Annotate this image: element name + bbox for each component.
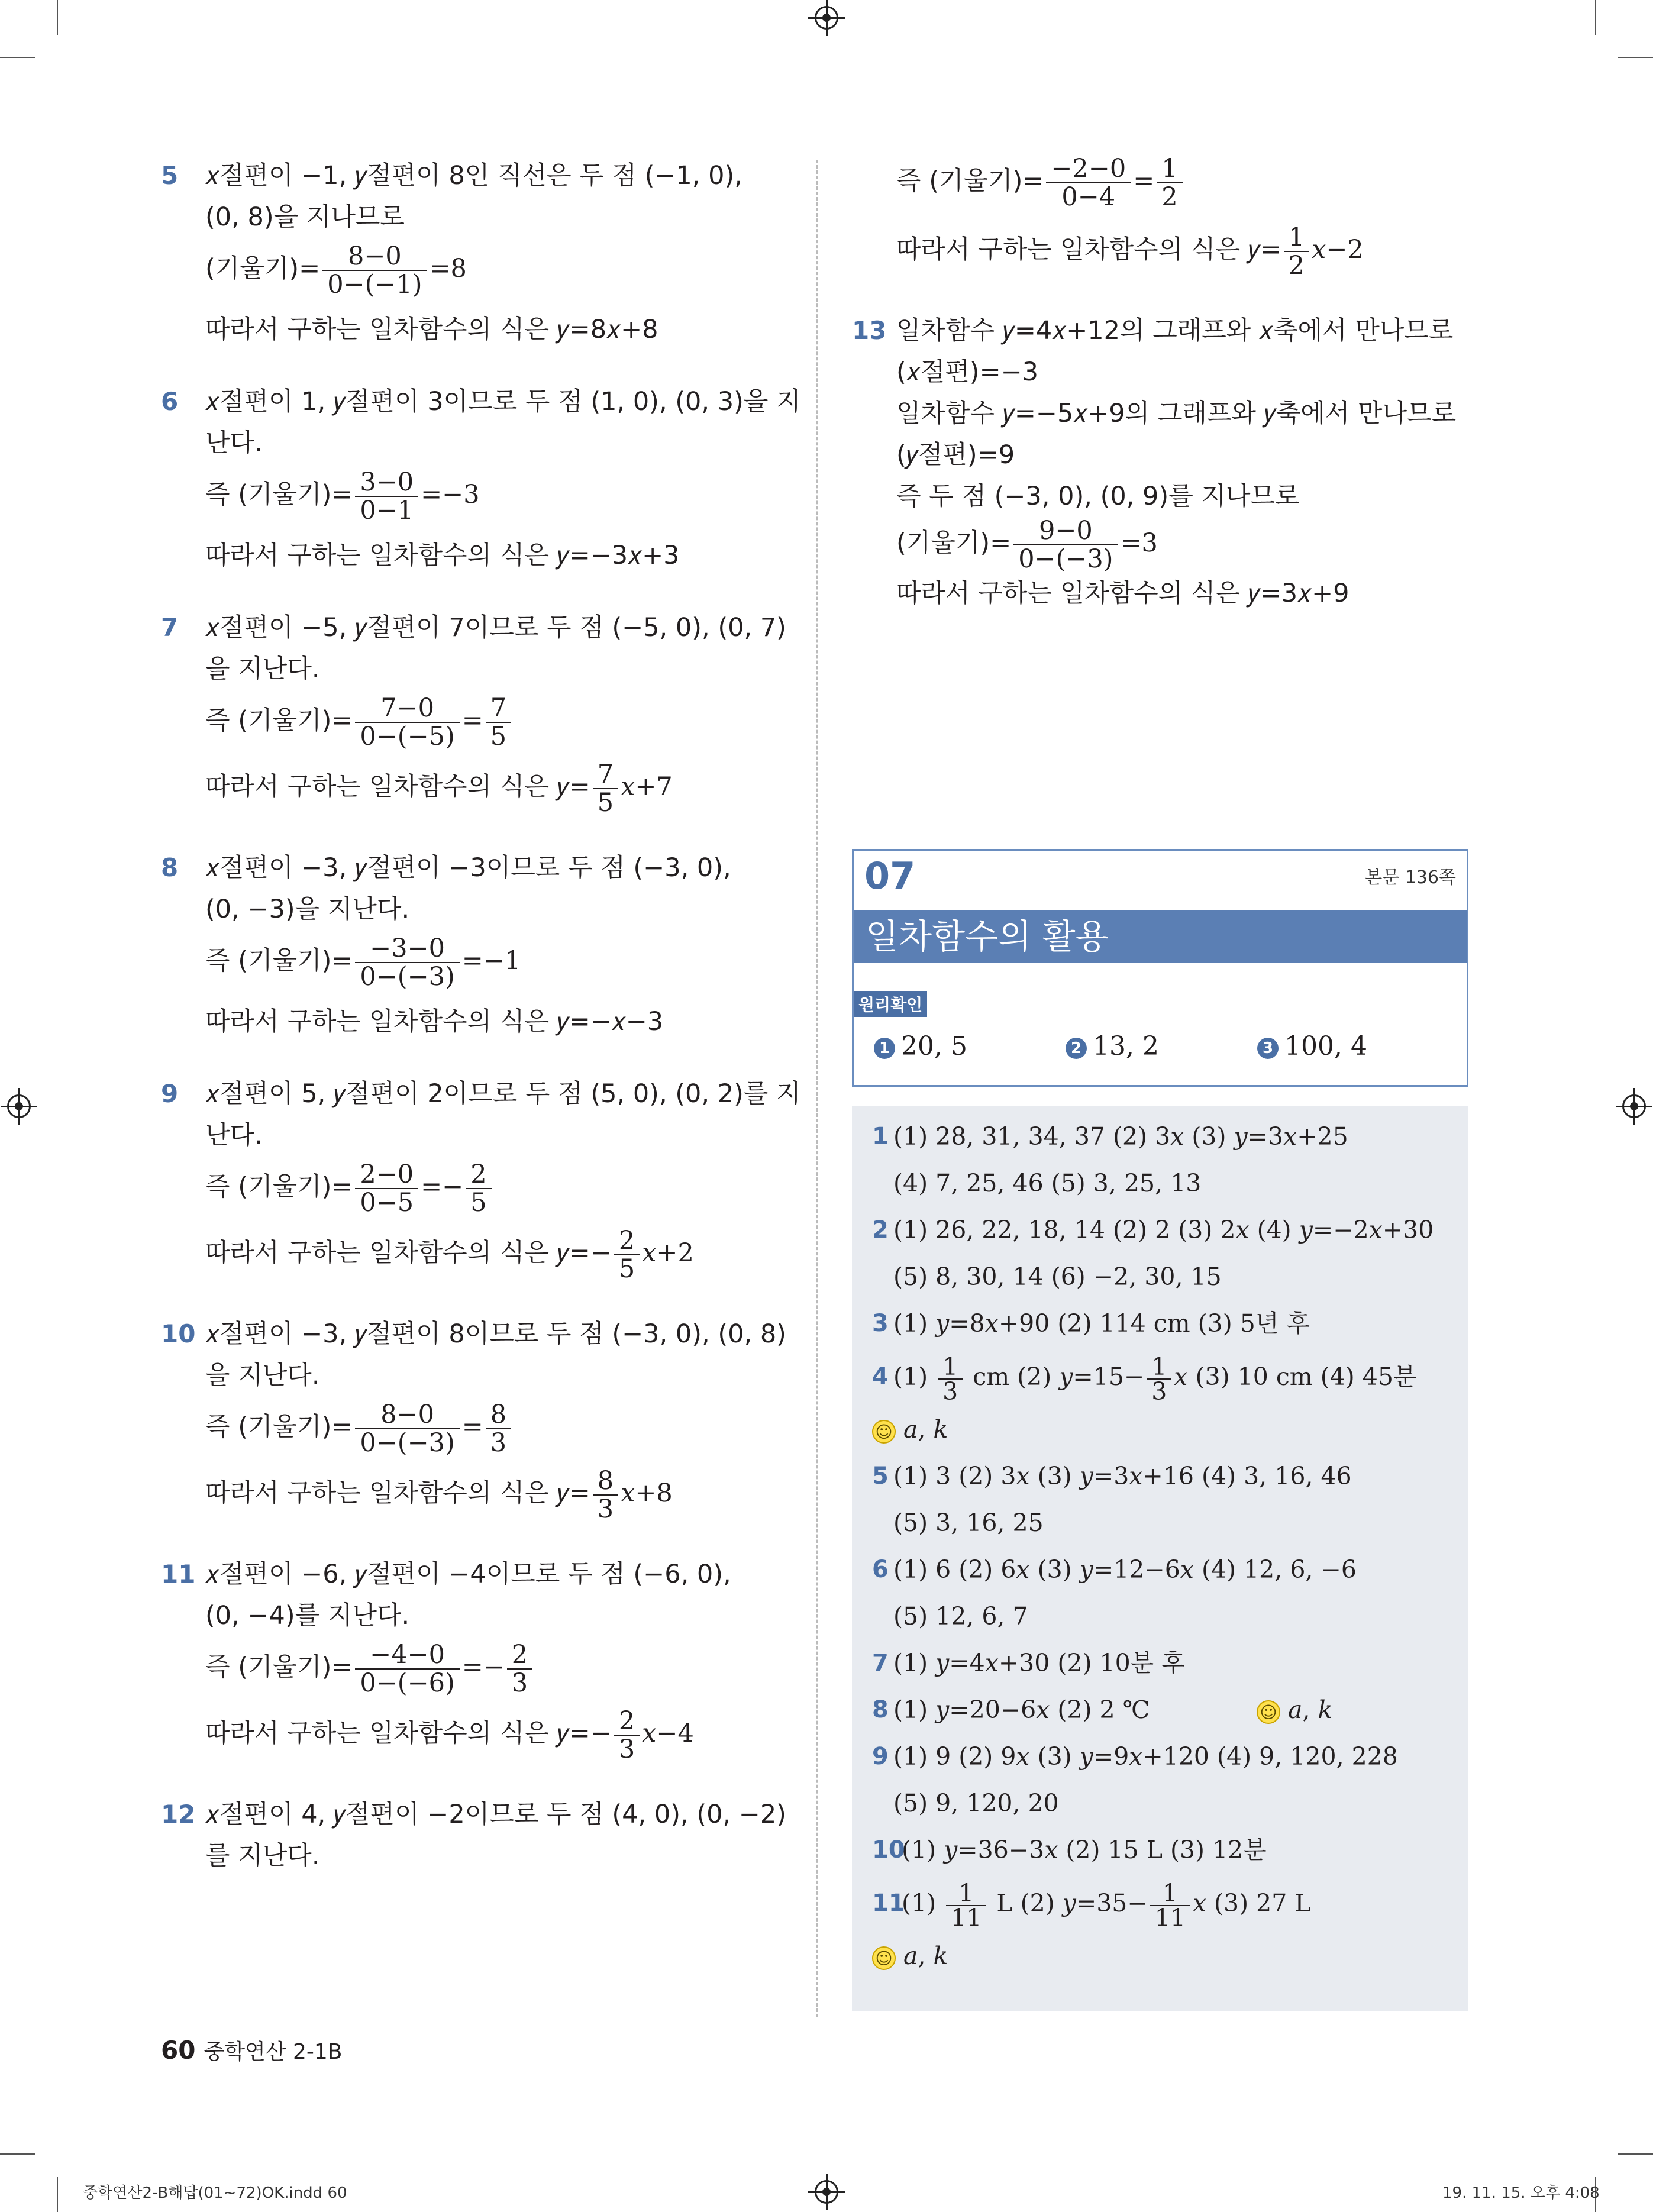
left-column	[161, 155, 801, 1907]
slope-line	[205, 469, 788, 524]
fraction	[1150, 1878, 1190, 1932]
answer-number: 9	[872, 1743, 889, 1770]
numerator: 1	[1150, 1881, 1190, 1906]
slope-label: (기울기)=	[205, 254, 321, 283]
slope-label: (기울기)=	[896, 528, 1012, 558]
solution-item	[161, 155, 788, 350]
concept-check-2	[1066, 1031, 1159, 1061]
answer-number: 5	[872, 1462, 889, 1490]
answer-text: (1) 𝑦=8𝑥+90 (2) 114 cm (3) 5년 후	[893, 1309, 1310, 1338]
numerator: 2	[507, 1641, 532, 1670]
fraction	[1284, 224, 1309, 279]
answer-row	[872, 1254, 1468, 1300]
denominator: 3	[942, 1377, 958, 1406]
slope-label: 즉 (기울기)=	[205, 1172, 353, 1202]
slope-line	[205, 695, 788, 750]
numerator: 3−0	[355, 469, 418, 497]
fraction	[355, 1161, 418, 1216]
fraction	[322, 243, 427, 298]
solution-item	[161, 607, 788, 816]
conclusion-line	[205, 761, 788, 816]
slope-label: 즉 (기울기)=	[205, 946, 353, 976]
equals: =−3	[421, 480, 480, 509]
denominator: 0−(−5)	[360, 722, 455, 751]
solution-item	[161, 1554, 788, 1763]
numerator: 2	[614, 1227, 640, 1255]
smiley-icon: ☺	[1257, 1700, 1280, 1724]
solution-line: 𝑥절편이 −3, 𝑦절편이 −3이므로 두 점 (−3, 0),	[205, 853, 731, 883]
problem-number: 5	[161, 161, 179, 190]
solution-line: (𝑥절편)=−3	[896, 357, 1038, 387]
print-slug-date: 19. 11. 15. 오후 4:08	[1442, 2184, 1600, 2202]
answer-number: 10	[872, 1836, 905, 1864]
equals: =−	[421, 1172, 464, 1202]
answer-text: (5) 9, 120, 20	[893, 1789, 1059, 1817]
answer-row	[872, 1593, 1468, 1640]
conclusion-text: 따라서 구하는 일차함수의 식은 𝑦=−3𝑥+3	[205, 541, 680, 570]
answer-number: 6	[872, 1556, 889, 1583]
solution-line: (0, 8)을 지나므로	[205, 202, 405, 232]
expression: 𝑥−2	[1312, 235, 1364, 264]
slope-line	[896, 155, 1479, 211]
section-header-box	[852, 849, 1468, 1087]
answer-text: L (2) 𝑦=35−	[989, 1889, 1148, 1917]
answer-text: (1) 𝑦=4𝑥+30 (2) 10분 후	[893, 1649, 1185, 1677]
equals: =	[1133, 166, 1155, 196]
crop-mark	[57, 2177, 58, 2212]
solution-line: 난다.	[205, 428, 263, 458]
fraction	[355, 935, 459, 990]
solution-item	[161, 1073, 801, 1284]
answer-text: (4) 7, 25, 46 (5) 3, 25, 13	[893, 1169, 1202, 1197]
answer-row	[872, 1933, 1468, 1980]
slope-line	[205, 935, 788, 990]
numerator: 1	[1147, 1355, 1171, 1380]
answer-row	[872, 1207, 1468, 1254]
solution-line: 일차함수 𝑦=4𝑥+12의 그래프와 𝑥축에서 만나므로	[896, 316, 1454, 345]
numerator: 8−0	[322, 243, 427, 271]
problem-number: 11	[161, 1559, 196, 1588]
concept-check-3	[1257, 1031, 1367, 1061]
solution-line: 난다.	[205, 1120, 263, 1150]
solution-item	[161, 381, 801, 576]
column-divider	[816, 160, 818, 2017]
denominator: 0−(−3)	[1018, 544, 1113, 574]
fraction	[355, 469, 418, 524]
solution-line: (𝑦절편)=9	[896, 440, 1015, 470]
numerator: 2−0	[355, 1161, 418, 1189]
solution-item	[161, 847, 788, 1042]
conclusion-text: 따라서 구하는 일차함수의 식은 𝑦=	[896, 235, 1281, 264]
solution-12-continued	[852, 155, 1479, 279]
numerator: 9−0	[1013, 517, 1118, 545]
slope-label: 즉 (기울기)=	[205, 1652, 353, 1682]
fraction	[1046, 155, 1131, 211]
fraction	[1147, 1352, 1171, 1406]
numerator: 7−0	[355, 695, 459, 723]
solution-line: (0, −3)을 지난다.	[205, 895, 410, 924]
equals: =3	[1120, 528, 1158, 558]
fraction	[1157, 155, 1182, 211]
answer-text: (1) 𝑦=36−3𝑥 (2) 15 L (3) 12분	[902, 1836, 1267, 1864]
solution-line: 𝑥절편이 5, 𝑦절편이 2이므로 두 점 (5, 0), (0, 2)를 지	[205, 1079, 801, 1109]
answer-text: (5) 3, 16, 25	[893, 1509, 1044, 1537]
slope-line	[205, 1161, 788, 1216]
answer-row	[872, 1347, 1468, 1406]
fraction	[355, 695, 459, 750]
fraction	[593, 1467, 618, 1523]
denominator: 11	[1154, 1903, 1186, 1932]
numerator: −2−0	[1046, 155, 1131, 183]
equals: =−1	[461, 946, 521, 976]
fraction	[614, 1227, 640, 1283]
answer-row	[872, 1500, 1468, 1546]
solution-line: 𝑥절편이 −5, 𝑦절편이 7이므로 두 점 (−5, 0), (0, 7)	[205, 613, 786, 642]
problem-number: 13	[852, 316, 887, 345]
denominator: 0−1	[360, 496, 414, 525]
fraction	[614, 1707, 640, 1763]
numerator: −4−0	[355, 1641, 459, 1670]
expression: 𝑥+7	[621, 772, 673, 802]
section-title: 일차함수의 활용	[854, 910, 1467, 963]
denominator: 3	[618, 1735, 635, 1764]
conclusion-text: 따라서 구하는 일차함수의 식은 𝑦=	[205, 1478, 590, 1508]
numerator: 8	[486, 1401, 511, 1429]
solution-item	[161, 1313, 788, 1523]
numerator: 7	[486, 695, 511, 723]
conclusion-text: 따라서 구하는 일차함수의 식은 𝑦=	[205, 772, 590, 802]
conclusion-line	[896, 224, 1479, 279]
page-number: 60	[161, 2036, 196, 2065]
section-number: 07	[864, 854, 916, 897]
answer-number: 3	[872, 1310, 889, 1337]
answer-text: (1) 𝑦=20−6𝑥 (2) 2 ℃	[893, 1696, 1150, 1724]
problem-number: 9	[161, 1079, 179, 1108]
crop-mark	[1595, 0, 1596, 35]
numerator: 8−0	[355, 1401, 459, 1429]
crop-mark	[0, 57, 35, 58]
expression: 𝑥−4	[642, 1719, 694, 1748]
equals: =8	[429, 254, 467, 283]
fraction	[946, 1878, 986, 1932]
slope-label: 즉 (기울기)=	[205, 706, 353, 735]
answer-row	[872, 1733, 1468, 1780]
smiley-icon: ☺	[872, 1946, 896, 1970]
crop-mark	[0, 2153, 35, 2155]
answer-row	[872, 1160, 1468, 1207]
check-value: 13, 2	[1093, 1031, 1159, 1061]
conclusion-text: 따라서 구하는 일차함수의 식은 𝑦=−	[205, 1719, 612, 1748]
denominator: 0−(−3)	[360, 1428, 455, 1458]
conclusion-text: 따라서 구하는 일차함수의 식은 𝑦=−	[205, 1238, 612, 1268]
registration-mark-icon	[1622, 1094, 1646, 1118]
conclusion-line	[205, 309, 788, 350]
answer-row	[872, 1640, 1468, 1687]
answer-number: 2	[872, 1216, 889, 1244]
answer-row	[872, 1113, 1468, 1160]
answer-text: 𝑎, 𝑘	[903, 1942, 948, 1970]
numerator: 2	[466, 1161, 491, 1189]
conclusion-line	[205, 1707, 788, 1763]
slope-label: 즉 (기울기)=	[896, 166, 1044, 196]
answer-row	[872, 1546, 1468, 1593]
answer-text: (1) 28, 31, 34, 37 (2) 3𝑥 (3) 𝑦=3𝑥+25	[893, 1122, 1348, 1151]
check-value: 100, 4	[1284, 1031, 1367, 1061]
answer-row	[872, 1780, 1468, 1827]
numerator: 1	[1157, 155, 1182, 183]
problem-number: 10	[161, 1319, 196, 1348]
denominator: 5	[597, 788, 614, 818]
denominator: 0−4	[1061, 182, 1116, 212]
denominator: 5	[470, 1188, 487, 1218]
numerator: 7	[593, 761, 618, 789]
expression: 𝑥+8	[621, 1478, 673, 1508]
denominator: 0−5	[360, 1188, 414, 1218]
answer-number: 11	[872, 1890, 905, 1917]
answer-row	[872, 1453, 1468, 1500]
problem-number: 7	[161, 613, 179, 642]
answer-text: (1) 6 (2) 6𝑥 (3) 𝑦=12−6𝑥 (4) 12, 6, −6	[893, 1555, 1357, 1584]
answer-text: cm (2) 𝑦=15−	[965, 1362, 1145, 1391]
book-title: 중학연산 2-1B	[204, 2040, 343, 2064]
answer-row	[872, 1300, 1468, 1347]
crop-mark	[57, 0, 58, 35]
problem-number: 8	[161, 853, 179, 882]
answer-row	[872, 1827, 1468, 1874]
conclusion-line	[205, 1001, 788, 1042]
slope-line	[205, 1641, 788, 1697]
equals: =	[461, 706, 483, 735]
fraction	[507, 1641, 532, 1697]
slope-line	[205, 243, 788, 298]
fraction	[1013, 517, 1118, 573]
conclusion-line	[205, 1227, 788, 1283]
solution-line: (0, −4)를 지난다.	[205, 1601, 410, 1630]
solution-line: 을 지난다.	[205, 654, 320, 684]
conclusion-line: 따라서 구하는 일차함수의 식은 𝑦=3𝑥+9	[896, 579, 1349, 608]
circled-number-icon: 3	[1257, 1038, 1279, 1059]
solution-line: 을 지난다.	[205, 1361, 320, 1390]
numerator: 1	[1284, 224, 1309, 252]
conclusion-text: 따라서 구하는 일차함수의 식은 𝑦=8𝑥+8	[205, 315, 658, 344]
solution-13-lines	[896, 310, 1479, 517]
crop-mark	[1618, 57, 1653, 58]
answer-number: 4	[872, 1363, 889, 1390]
numerator: 1	[946, 1881, 986, 1906]
solution-line: 𝑥절편이 −1, 𝑦절편이 8인 직선은 두 점 (−1, 0),	[205, 161, 742, 190]
answer-number: 7	[872, 1649, 889, 1677]
slope-label: 즉 (기울기)=	[205, 480, 353, 509]
solution-13	[852, 310, 1479, 614]
fraction	[486, 695, 511, 750]
answer-row	[872, 1874, 1468, 1933]
denominator: 5	[490, 722, 507, 751]
answer-text: (1) 3 (2) 3𝑥 (3) 𝑦=3𝑥+16 (4) 3, 16, 46	[893, 1462, 1352, 1490]
denominator: 0−(−1)	[327, 270, 422, 299]
check-value: 20, 5	[901, 1031, 967, 1061]
circled-number-icon: 2	[1066, 1038, 1087, 1059]
page-reference: 본문 136쪽	[1365, 867, 1456, 888]
fraction	[486, 1401, 511, 1457]
numerator: 2	[614, 1707, 640, 1736]
answer-text: 𝑎, 𝑘	[903, 1415, 948, 1444]
answer-text: (1) 26, 22, 18, 14 (2) 2 (3) 2𝑥 (4) 𝑦=−2𝑥+30	[893, 1216, 1434, 1244]
fraction	[466, 1161, 491, 1216]
solution-line: 𝑥절편이 1, 𝑦절편이 3이므로 두 점 (1, 0), (0, 3)을 지	[205, 387, 801, 416]
problem-number: 6	[161, 387, 179, 416]
denominator: 3	[490, 1428, 507, 1458]
denominator: 3	[1151, 1377, 1167, 1406]
answer-text: (5) 12, 6, 7	[893, 1602, 1028, 1630]
answer-text: (5) 8, 30, 14 (6) −2, 30, 15	[893, 1262, 1222, 1291]
fraction	[593, 761, 618, 816]
answer-text: (1)	[902, 1889, 944, 1917]
denominator: 3	[597, 1494, 614, 1524]
right-column-top	[852, 155, 1479, 645]
answer-text: 𝑥 (3) 10 cm (4) 45분	[1174, 1362, 1417, 1391]
denominator: 3	[511, 1668, 528, 1698]
denominator: 2	[1161, 182, 1178, 212]
slope-line	[896, 517, 1479, 573]
solution-line: 즉 두 점 (−3, 0), (0, 9)를 지나므로	[896, 482, 1300, 511]
solution-line: 일차함수 𝑦=−5𝑥+9의 그래프와 𝑦축에서 만나므로	[896, 399, 1457, 428]
solution-line: 𝑥절편이 −6, 𝑦절편이 −4이므로 두 점 (−6, 0),	[205, 1559, 731, 1589]
answer-text: (1) 9 (2) 9𝑥 (3) 𝑦=9𝑥+120 (4) 9, 120, 228	[893, 1742, 1398, 1771]
numerator: 8	[593, 1467, 618, 1496]
answer-row	[872, 1406, 1468, 1453]
slope-label: 즉 (기울기)=	[205, 1412, 353, 1442]
print-slug-file: 중학연산2-B해답(01~72)OK.indd 60	[83, 2184, 347, 2202]
answer-row	[872, 1687, 1468, 1733]
numerator: −3−0	[355, 935, 459, 963]
solution-line: 𝑥절편이 4, 𝑦절편이 −2이므로 두 점 (4, 0), (0, −2)	[205, 1800, 786, 1829]
fraction	[355, 1641, 459, 1697]
denominator: 5	[618, 1254, 635, 1284]
conclusion-line	[205, 535, 788, 576]
denominator: 11	[951, 1903, 982, 1932]
concept-check-label: 원리확인	[854, 991, 927, 1017]
solution-item	[161, 1794, 788, 1877]
denominator: 0−(−3)	[360, 962, 455, 992]
denominator: 0−(−6)	[360, 1668, 455, 1698]
crop-mark	[1618, 2153, 1653, 2155]
expression: 𝑥+2	[642, 1238, 694, 1268]
denominator: 2	[1288, 251, 1305, 280]
answer-number: 1	[872, 1123, 889, 1150]
page-footer	[161, 2035, 343, 2065]
answer-key-panel	[852, 1106, 1468, 2011]
solution-line: 를 지난다.	[205, 1841, 320, 1871]
circled-number-icon: 1	[874, 1038, 895, 1059]
conclusion-text: 따라서 구하는 일차함수의 식은 𝑦=−𝑥−3	[205, 1007, 664, 1036]
solution-line: 𝑥절편이 −3, 𝑦절편이 8이므로 두 점 (−3, 0), (0, 8)	[205, 1319, 786, 1349]
equals: =−	[461, 1652, 505, 1682]
smiley-icon: ☺	[872, 1420, 896, 1444]
equals: =	[461, 1412, 483, 1442]
registration-mark-icon	[815, 2180, 838, 2204]
slope-line	[205, 1401, 788, 1457]
problem-number: 12	[161, 1800, 196, 1829]
registration-mark-icon	[815, 6, 838, 30]
fraction	[938, 1352, 963, 1406]
answer-number: 8	[872, 1696, 889, 1723]
conclusion-line	[205, 1467, 788, 1523]
concept-check-1	[874, 1031, 967, 1061]
fraction	[355, 1401, 459, 1457]
answer-text: 𝑥 (3) 27 L	[1192, 1889, 1311, 1917]
numerator: 1	[938, 1355, 963, 1380]
answer-text: (1)	[893, 1362, 936, 1391]
registration-mark-icon	[7, 1094, 31, 1118]
answer-text: 𝑎, 𝑘	[1288, 1696, 1333, 1724]
